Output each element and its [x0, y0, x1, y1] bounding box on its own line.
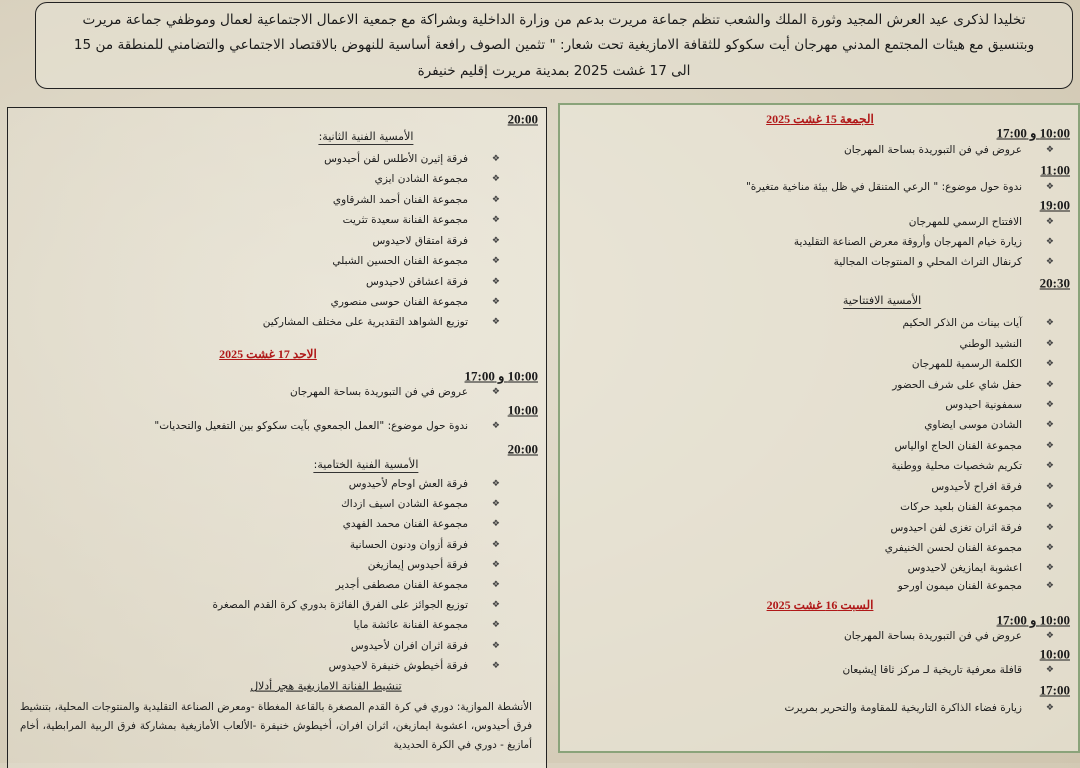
program-item: توزيع الشواهد التقديرية على مختلف المشاركين: [262, 315, 468, 328]
day-heading: الاحد 17 غشت 2025: [219, 347, 317, 361]
evening-subheading: الأمسية الفنية الختامية:: [313, 458, 419, 471]
bullet-icon: ❖: [491, 256, 500, 266]
program-item: مجموعة الفنان بلعيد حركات: [900, 500, 1022, 513]
time-label: 11:00: [1040, 162, 1070, 178]
bullet-icon: ❖: [1045, 502, 1054, 512]
bullet-icon: ❖: [1045, 420, 1054, 430]
program-item: تكريم شخصيات محلية ووطنية: [891, 459, 1022, 472]
time-label: 20:00: [507, 111, 538, 127]
program-item: آيات بينات من الذكر الحكيم: [902, 316, 1022, 329]
bullet-icon: ❖: [491, 387, 500, 397]
program-item: قافلة معرفية تاريخية لـ مركز ثاقا إيشيعان: [842, 663, 1022, 676]
program-item: فرقة أحيدوس إيمازيغن: [367, 558, 468, 571]
program-item: فرقة أخيطوش خنيفرة لاحيدوس: [328, 659, 468, 672]
bullet-icon: ❖: [491, 317, 500, 327]
bullet-icon: ❖: [491, 174, 500, 184]
program-item: حفل شاي على شرف الحضور: [892, 378, 1022, 391]
time-label: 17:00: [1039, 682, 1070, 698]
time-label: 10:00 و 17:00: [996, 125, 1070, 141]
bullet-icon: ❖: [1045, 543, 1054, 553]
evening-subheading: الأمسية الافتتاحية: [842, 294, 922, 307]
program-item: فرقة اثران افران لأحيدوس: [350, 639, 468, 652]
day-heading: السبت 16 غشت 2025: [766, 598, 874, 612]
bullet-icon: ❖: [491, 641, 500, 651]
bullet-icon: ❖: [491, 421, 500, 431]
program-item: مجموعة الفنان محمد الفهدي: [342, 517, 468, 530]
parallel-activities-text: الأنشطة الموازية: دوري في كرة القدم المصغرة بالقاعة المغطاة -ومعرض الصناعة التقليدية والمنتوجات المحلية، بتنشيط فرق أحيدوس، اعشوبة ايمازيغن، اثران افران، أخيطوش خنيفرة -الألعاب الأمازيغية بمشاركة فرق الربية المرابطية، أخام أمازيغ - دوري في الكرة الحديدية: [20, 701, 532, 751]
program-day1-day2-panel: [558, 103, 1080, 753]
program-item: ندوة حول موضوع: "العمل الجمعوي بآيت سكوكو بين التفعيل والتحديات": [154, 419, 468, 432]
intro-line-2: وبتنسيق مع هيئات المجتمع المدني مهرجان أيت سكوكو للثقافة الامازيغية تحت شعار: " تثمين الصوف رافعة أساسية للنهوض بالاقتصاد الاجتماعي والتضامني للمنطقة من 15: [73, 37, 1035, 53]
program-item: توزيع الجوائز على الفرق الفائزة بدوري كرة القدم المصغرة: [212, 598, 468, 611]
bullet-icon: ❖: [1045, 380, 1054, 390]
bullet-icon: ❖: [1045, 339, 1054, 349]
bullet-icon: ❖: [1045, 441, 1054, 451]
program-item: زيارة فضاء الذاكرة التاريخية للمقاومة والتحرير بمريرت: [784, 701, 1022, 714]
bullet-icon: ❖: [1045, 523, 1054, 533]
bullet-icon: ❖: [1045, 359, 1054, 369]
program-item: مجموعة الفنانة سعيدة تثريت: [342, 213, 468, 226]
intro-line-3: الى 17 غشت 2025 بمدينة مريرت إقليم خنيفرة: [417, 63, 691, 79]
bullet-icon: ❖: [1045, 665, 1054, 675]
program-item: ندوة حول موضوع: " الرعي المتنقل في ظل بيئة مناخية متغيرة": [745, 180, 1022, 193]
bullet-icon: ❖: [1045, 217, 1054, 227]
bullet-icon: ❖: [491, 620, 500, 630]
festival-intro-header: [35, 2, 1073, 89]
bullet-icon: ❖: [1045, 145, 1054, 155]
bullet-icon: ❖: [491, 540, 500, 550]
bullet-icon: ❖: [491, 297, 500, 307]
program-item: النشيد الوطني: [959, 337, 1022, 350]
bullet-icon: ❖: [1045, 482, 1054, 492]
program-item: مجموعة الفنان مصطفى أجدير: [335, 578, 468, 591]
bullet-icon: ❖: [491, 479, 500, 489]
bullet-icon: ❖: [1045, 703, 1054, 713]
program-item: الشادن موسى ايضاوي: [924, 418, 1022, 431]
program-item: اعشوبة ايمازيغن لاحيدوس: [907, 561, 1022, 574]
evening-subheading: الأمسية الفنية الثانية:: [318, 130, 414, 143]
bullet-icon: ❖: [1045, 257, 1054, 267]
bullet-icon: ❖: [1045, 581, 1054, 591]
time-label: 10:00 و 17:00: [464, 368, 538, 384]
bullet-icon: ❖: [491, 580, 500, 590]
time-label: 20:30: [1039, 275, 1070, 291]
bullet-icon: ❖: [1045, 182, 1054, 192]
program-item: فرقة أزوان ودنون الحسانية: [349, 538, 468, 551]
animator-line: تنشيط الفنانة الامازيغية هجر أدلال: [250, 679, 402, 693]
bullet-icon: ❖: [1045, 461, 1054, 471]
program-item: مجموعة الفنان الحسين الشبلي: [332, 254, 468, 267]
day-heading: الجمعة 15 غشت 2025: [766, 112, 874, 126]
program-item: مجموعة الفنان لحسن الخنيفري: [884, 541, 1022, 554]
bullet-icon: ❖: [491, 154, 500, 164]
program-item: فرقة امتقاق لاحيدوس: [372, 234, 468, 247]
bullet-icon: ❖: [491, 277, 500, 287]
time-label: 19:00: [1039, 197, 1070, 213]
bullet-icon: ❖: [1045, 237, 1054, 247]
program-item: مجموعة الفنان حوسى منصوري: [330, 295, 468, 308]
program-item: عروض في فن التبوريدة بساحة المهرجان: [289, 385, 468, 398]
time-label: 10:00 و 17:00: [996, 612, 1070, 628]
program-item: الكلمة الرسمية للمهرجان: [911, 357, 1022, 370]
time-label: 20:00: [507, 441, 538, 457]
program-item: مجموعة الشادن اسيف ازداك: [341, 497, 468, 510]
program-item: فرقة اعشاقن لاحيدوس: [366, 275, 468, 288]
program-day2-day3-panel: [7, 107, 547, 768]
intro-line-1: تخليدا لذكرى عيد العرش المجيد وثورة الملك والشعب تنظم جماعة مريرت بدعم من وزارة الداخلية وبشراكة مع جمعية الاعمال الاجتماعية لعمال وموظفي جماعة مريرت: [82, 12, 1026, 28]
program-item: فرقة افراح لأحيدوس: [931, 480, 1022, 493]
program-item: سمفونية احيدوس: [945, 398, 1022, 411]
program-item: مجموعة الفنان أحمد الشرقاوي: [332, 193, 468, 206]
program-item: زيارة خيام المهرجان وأروقة معرض الصناعة التقليدية: [793, 235, 1022, 248]
bullet-icon: ❖: [491, 499, 500, 509]
time-label: 10:00: [507, 402, 538, 418]
bullet-icon: ❖: [491, 600, 500, 610]
time-label: 10:00: [1039, 646, 1070, 662]
bullet-icon: ❖: [491, 519, 500, 529]
program-item: فرقة العش اوحام لأحيدوس: [348, 477, 468, 490]
bullet-icon: ❖: [1045, 400, 1054, 410]
program-item: مجموعة الفنان ميمون اورحو: [897, 579, 1022, 592]
bullet-icon: ❖: [1045, 563, 1054, 573]
program-item: عروض في فن التبوريدة بساحة المهرجان: [843, 629, 1022, 642]
bullet-icon: ❖: [491, 236, 500, 246]
program-item: كرنفال التراث المحلي و المنتوجات المجالية: [833, 255, 1022, 268]
program-item: فرقة إثيرن الأطلس لفن أحيدوس: [324, 152, 468, 165]
program-item: مجموعة الفنانة عائشة مايا: [353, 618, 468, 631]
bullet-icon: ❖: [491, 560, 500, 570]
program-item: فرقة اثران تغزى لفن احيدوس: [890, 521, 1022, 534]
program-item: عروض في فن التبوريدة بساحة المهرجان: [843, 143, 1022, 156]
program-item: مجموعة الشادن ايزي: [374, 172, 468, 185]
bullet-icon: ❖: [491, 661, 500, 671]
bullet-icon: ❖: [491, 215, 500, 225]
program-item: مجموعة الفنان الحاج اوالياس: [894, 439, 1022, 452]
bullet-icon: ❖: [1045, 631, 1054, 641]
bullet-icon: ❖: [491, 195, 500, 205]
bullet-icon: ❖: [1045, 318, 1054, 328]
program-item: الافتتاح الرسمي للمهرجان: [908, 215, 1022, 228]
